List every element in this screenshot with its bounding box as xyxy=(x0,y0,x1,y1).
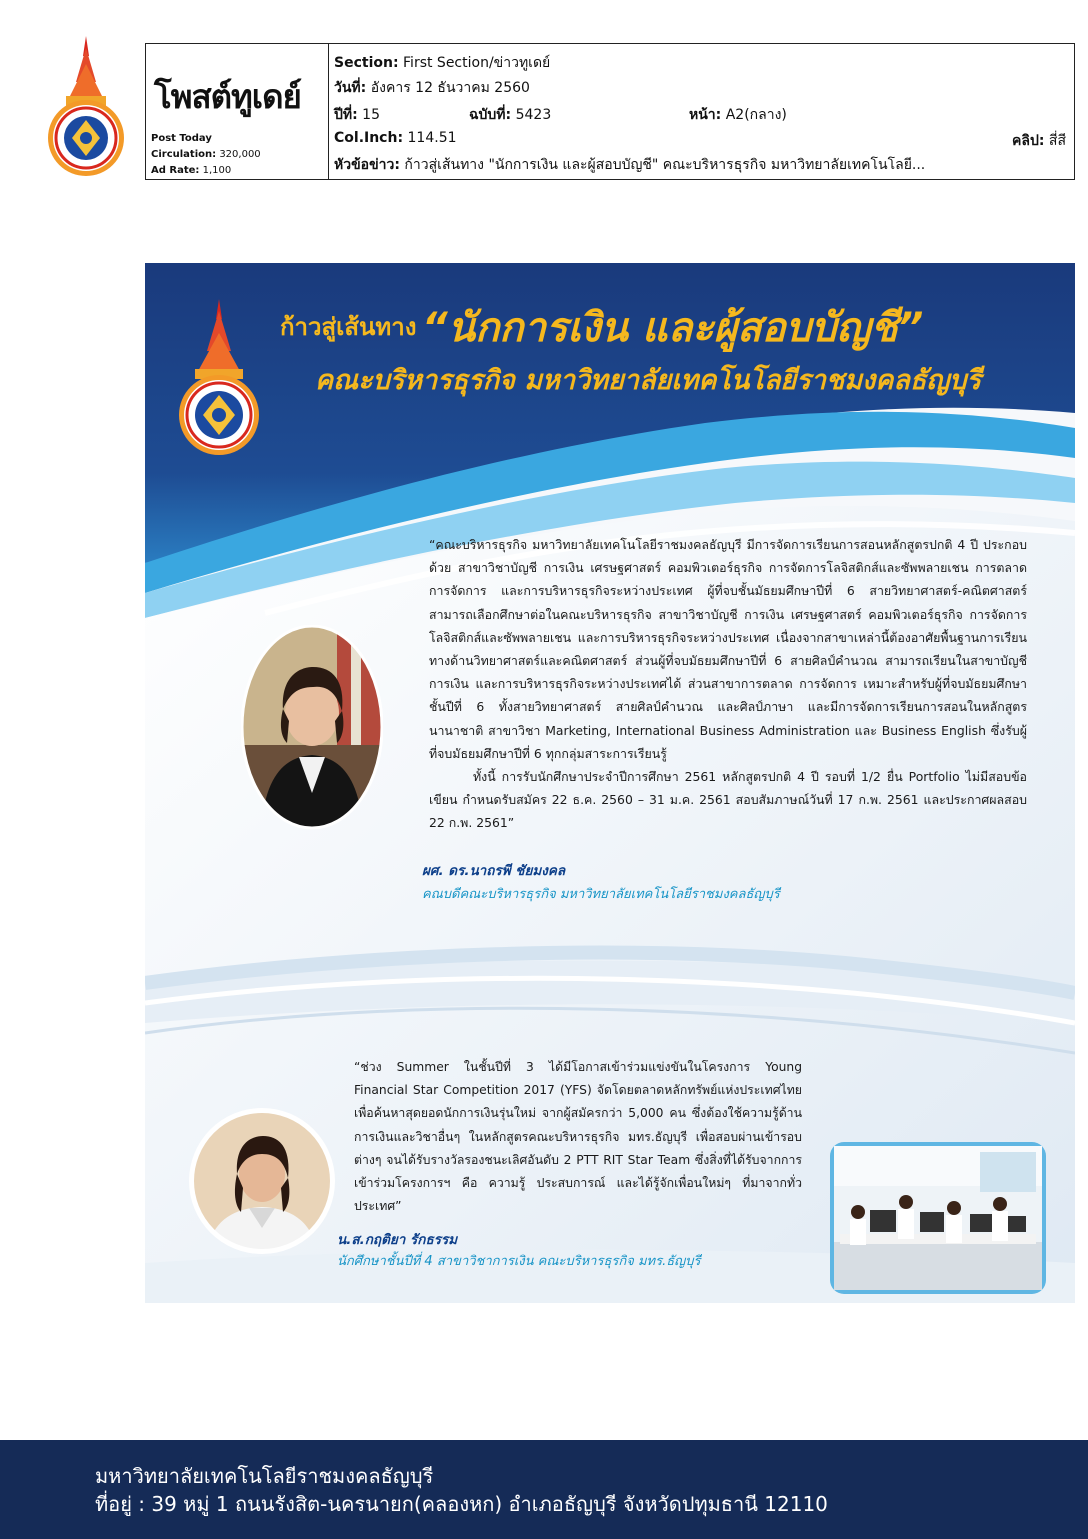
dean-portrait xyxy=(241,625,383,830)
student-portrait xyxy=(189,1108,335,1254)
year-line: ปีที่: 15 xyxy=(334,107,380,123)
paper-english: Post Today xyxy=(151,133,212,144)
page-line: หน้า: A2(กลาง) xyxy=(689,107,787,123)
clip-line: คลิป: สี่สี xyxy=(1012,133,1066,149)
clipping-header xyxy=(145,43,1075,180)
newspaper-name: โพสต์ทูเดย์ xyxy=(154,77,301,116)
date-line: วันที่: อังคาร 12 ธันวาคม 2560 xyxy=(334,80,530,96)
footer-address: ที่อยู่ : 39 หมู่ 1 ถนนรังสิต-นครนายก(คลองหก) อำเภอธัญบุรี จังหวัดปทุมธานี 12110 xyxy=(95,1492,828,1516)
dean-quote-para2: ทั้งนี้ การรับนักศึกษาประจำปีการศึกษา 2561 หลักสูตรปกติ 4 ปี รอบที่ 1/2 ยื่น Portfolio ไม่มีสอบข้อเขียน กำหนดรับสมัคร 22 ธ.ค. 2560 – 31 ม.ค. 2561 สอบสัมภาษณ์วันที่ 17 ก.พ. 2561 และประกาศผลสอบ 22 ก.พ. 2561” xyxy=(429,769,1027,831)
dean-title: คณบดีคณะบริหารธุรกิจ มหาวิทยาลัยเทคโนโลยีราชมงคลธัญบุรี xyxy=(422,887,780,902)
dean-quote xyxy=(429,533,1027,835)
classroom-photo xyxy=(830,1142,1046,1294)
dean-name: ผศ. ดร.นาถรพี ชัยมงคล xyxy=(422,863,566,879)
dean-quote-para1: “คณะบริหารธุรกิจ มหาวิทยาลัยเทคโนโลยีราชมงคลธัญบุรี มีการจัดการเรียนการสอนหลักสูตรปกติ 4 ปี ประกอบด้วย สาขาวิชาบัญชี การเงิน เศรษฐศาสตร์ คอมพิวเตอร์ธุรกิจ การจัดการโลจิสติกส์และซัพพลายเชน การตลาด การจัดการ และการบริหารธุรกิจระหว่างประเทศ ผู้ที่จบชั้นมัธยมศึกษาปีที่ 6 สายวิทยาศาสตร์-คณิตศาสตร์ สามารถเลือกศึกษาต่อในคณะบริหารธุรกิจ สาขาวิชาบัญชี การเงิน เศรษฐศาสตร์ คอมพิวเตอร์ธุรกิจ การจัดการโลจิสติกส์และซัพพลายเชน และการบริหารธุรกิจระหว่างประเทศ เนื่องจากสาขาเหล่านี้ต้องอาศัยพื้นฐานการเรียนทางด้านวิทยาศาสตร์และคณิตศาสตร์ ส่วนผู้ที่จบมัธยมศึกษาปีที่ 6 สายศิลป์คำนวณ สามารถเรียนในสาขาบัญชี การเงิน และการบริหารธุรกิจระหว่างประเทศได้ ส่วนสาขาการตลาด การจัดการ เหมาะสำหรับผู้ที่จบมัธยมศึกษาชั้นปีที่ 6 ทั้งสายวิทยาศาสตร์ สายศิลป์คำนวณ และศิลป์ภาษา และมีการจัดการเรียนการสอนในหลักสูตรนานาชาติ สาขาวิชา Marketing, International Business Administration และ Business English ซึ่งรับผู้ที่จบมัธยมศึกษาปีที่ 6 ทุกกลุ่มสาระการเรียนรู้ xyxy=(429,537,1027,761)
headline-line: หัวข้อข่าว: ก้าวสู่เส้นทาง "นักการเงิน และผู้สอบบัญชี" คณะบริหารธุรกิจ มหาวิทยาลัยเทคโนโลยี... xyxy=(334,157,926,173)
title-prefix: ก้าวสู่เส้นทาง xyxy=(280,313,417,341)
ad-rate: Ad Rate: 1,100 xyxy=(151,165,232,176)
article-subtitle: คณะบริหารธุรกิจ มหาวิทยาลัยเทคโนโลยีราชมงคลธัญบุรี xyxy=(315,365,981,396)
clipping-meta xyxy=(334,50,1066,176)
circulation: Circulation: 320,000 xyxy=(151,149,261,160)
student-name: น.ส.กฤติยา รักธรรม xyxy=(337,1232,458,1248)
university-seal-icon xyxy=(171,299,267,457)
footer-bar xyxy=(0,1440,1088,1539)
colinch-line: Col.Inch: 114.51 xyxy=(334,130,457,146)
article-title xyxy=(280,295,923,359)
student-title: นักศึกษาชั้นปีที่ 4 สาขาวิชาการเงิน คณะบริหารธุรกิจ มทร.ธัญบุรี xyxy=(337,1254,701,1269)
footer-university: มหาวิทยาลัยเทคโนโลยีราชมงคลธัญบุรี xyxy=(95,1464,434,1488)
article-panel xyxy=(145,263,1075,1303)
title-main: “นักการเงิน และผู้สอบบัญชี” xyxy=(421,305,924,351)
student-quote: “ช่วง Summer ในชั้นปีที่ 3 ได้มีโอกาสเข้าร่วมแข่งขันในโครงการ Young Financial Star Competition 2017 (YFS) จัดโดยตลาดหลักทรัพย์แห่งประเทศไทย เพื่อค้นหาสุดยอดนักการเงินรุ่นใหม่ จากผู้สมัครกว่า 5,000 คน ซึ่งต้องใช้ความรู้ด้านการเงินและวิชาอื่นๆ ในหลักสูตรคณะบริหารธุรกิจ มทร.ธัญบุรี เพื่อสอบผ่านเข้ารอบต่างๆ จนได้รับรางวัลรองชนะเลิศอันดับ 2 PTT RIT Star Team ซึ่งสิ่งที่ได้รับจากการเข้าร่วมโครงการฯ คือ ความรู้ ประสบการณ์ และได้รู้จักเพื่อนใหม่ๆ ที่มาจากทั่วประเทศ” xyxy=(354,1060,802,1214)
newspaper-block xyxy=(146,44,329,179)
university-logo-icon xyxy=(38,34,134,176)
issue-line: ฉบับที่: 5423 xyxy=(469,107,552,123)
section-line: Section: First Section/ข่าวทูเดย์ xyxy=(334,55,551,71)
